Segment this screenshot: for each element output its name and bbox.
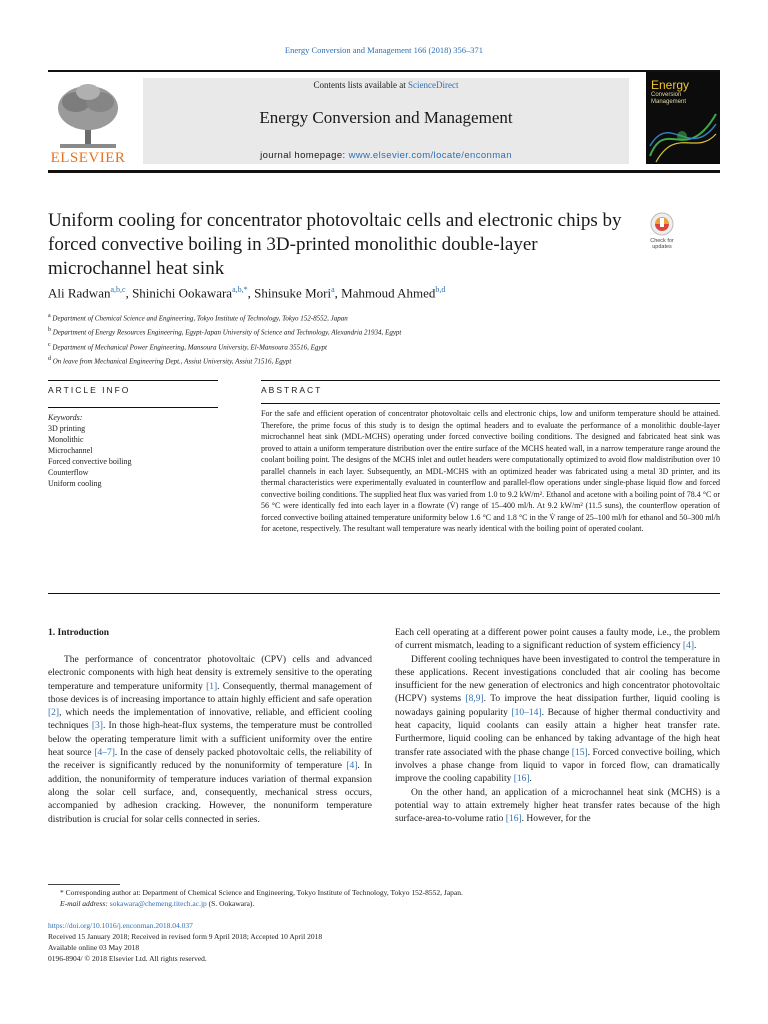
copyright: 0196-8904/ © 2018 Elsevier Ltd. All rights reserved. xyxy=(48,954,207,963)
publisher-logo-text: ELSEVIER xyxy=(50,150,126,166)
corresponding-author-note: * Corresponding author at: Department of Chemical Science and Engineering, Tokyo Institute of Technology, Tokyo 152-8552, Japan. xyxy=(60,888,463,897)
keywords-block xyxy=(48,412,218,489)
keyword-item: Counterflow xyxy=(48,468,89,477)
keyword-item: 3D printing xyxy=(48,424,86,433)
affiliation-text: Department of Mechanical Power Engineering, Mansoura University, El-Mansoura 35516, Egypt xyxy=(52,342,327,351)
paragraph-text: . xyxy=(529,774,532,785)
paragraph-text: . xyxy=(693,641,697,652)
paragraph-text: , which needs the implementation of innovative, reliable, and efficient cooling techniques xyxy=(48,708,372,732)
journal-banner xyxy=(143,78,629,164)
author-separator: , xyxy=(247,285,255,301)
reference-link[interactable]: [2] xyxy=(48,708,60,719)
sciencedirect-link[interactable]: ScienceDirect xyxy=(408,80,459,90)
keyword-item: Monolithic xyxy=(48,435,84,444)
reference-link[interactable]: [4] xyxy=(346,761,358,772)
abstract-bottom-rule xyxy=(48,593,720,594)
paragraph-text: The performance of concentrator photovoltaic (CPV) cells and advanced electronic components with high heat density is extremely sensitive to the operating temperature and temperature uniformity xyxy=(48,655,372,692)
keywords-list xyxy=(48,423,218,489)
author-name[interactable]: Shinichi Ookawara xyxy=(132,285,233,301)
paragraph-text: . However, for the xyxy=(521,814,591,825)
reference-link[interactable]: [15] xyxy=(571,747,588,758)
author-affiliation-marks[interactable]: a,b,c xyxy=(110,285,126,294)
abstract-heading: ABSTRACT xyxy=(261,385,323,395)
paragraph-text: Each cell operating at a different power point causes a faulty mode, i.e., the problem of current mismatch, leading to a significant reduction of system efficiency xyxy=(395,628,720,652)
footnotes xyxy=(48,887,720,909)
paragraph-text: . In those high-heat-flux systems, the temperature must be controlled below the operating temperature limit with a sufficient uniformity over the entire heat source xyxy=(48,721,372,759)
paragraph-text: . Because of higher thermal conductivity and heat capacity, liquid coolants can easily attain a higher heat transfer rate. Furthermore, liquid cooling can be enhanced by taking advantage of the high heat transfer rate associated with the phase change xyxy=(395,707,720,758)
homepage-line xyxy=(143,150,629,161)
affiliation-item xyxy=(48,353,401,367)
affiliation-mark: a xyxy=(48,313,51,319)
journal-title: Energy Conversion and Management xyxy=(259,108,513,127)
keyword-item: Microchannel xyxy=(48,446,93,455)
abstract-top-rule xyxy=(261,380,720,381)
cover-art xyxy=(646,106,720,164)
intro-paragraph-1-cont xyxy=(395,627,720,654)
author-name[interactable]: Ali Radwan xyxy=(48,285,111,301)
keyword-item: Uniform cooling xyxy=(48,479,102,488)
reference-link[interactable]: [4–7] xyxy=(94,748,115,759)
reference-link[interactable]: [3] xyxy=(91,721,103,732)
intro-heading: 1. Introduction xyxy=(48,628,110,638)
reference-link[interactable]: [16] xyxy=(505,814,522,825)
author-name[interactable]: Shinsuke Mori xyxy=(254,285,332,301)
homepage-link[interactable]: www.elsevier.com/locate/enconman xyxy=(348,150,512,161)
journal-citation[interactable]: Energy Conversion and Management 166 (2018) 356–371 xyxy=(284,45,484,55)
header-top-rule xyxy=(48,70,720,72)
intro-paragraph-2 xyxy=(395,654,720,787)
author-affiliation-marks[interactable]: a,b,* xyxy=(232,285,248,294)
paragraph-text: . Forced convective boiling, which involves a phase change from liquid to vapor in forced flow, can dramatically improve the cooling capability xyxy=(395,747,720,785)
email-link[interactable]: sokawara@chemeng.titech.ac.jp xyxy=(109,899,207,908)
footnote-rule xyxy=(48,884,120,885)
article-history xyxy=(48,920,720,964)
affiliation-mark: c xyxy=(48,341,51,348)
keyword-item: Forced convective boiling xyxy=(48,457,132,466)
cover-subtitle-line-2: Management xyxy=(651,98,687,105)
cover-subtitle xyxy=(651,92,686,105)
paragraph-text: . In the case of densely packed photovoltaic cells, the reliability of the receiver is significantly reduced by the nonuniformity of temperature xyxy=(48,748,372,772)
paragraph-text: . To improve the heat dissipation further, liquid cooling is nowadays gaining popularity xyxy=(395,694,720,718)
reference-link[interactable]: [16] xyxy=(513,774,530,785)
keywords-label: Keywords: xyxy=(48,413,83,422)
check-for-updates-line-1: Check for xyxy=(650,238,674,244)
email-line xyxy=(48,898,720,909)
affiliation-text: Department of Energy Resources Engineering, Egypt-Japan University of Science and Technology, Alexandria 21934, Egypt xyxy=(52,328,402,337)
contents-prefix: Contents lists available at xyxy=(313,80,408,90)
paragraph-text: . Consequently, thermal management of those devices is of increasing importance to attain highly efficient and safe operation xyxy=(48,681,372,705)
contents-line xyxy=(143,80,629,90)
reference-link[interactable]: [1] xyxy=(206,681,218,692)
cover-subtitle-line-1: Conversion xyxy=(651,92,682,98)
author-affiliation-marks[interactable]: b,d xyxy=(435,285,446,294)
reference-link[interactable]: [8,9] xyxy=(465,694,484,705)
affiliation-item xyxy=(48,339,401,353)
article-info-rule xyxy=(48,407,218,408)
affiliation-item xyxy=(48,324,401,338)
author-list xyxy=(48,285,445,301)
check-for-updates-badge[interactable] xyxy=(644,212,680,250)
check-for-updates-line-2: updates xyxy=(652,244,672,250)
homepage-prefix: journal homepage: xyxy=(260,150,349,161)
email-suffix: (S. Ookawara). xyxy=(206,899,255,908)
article-info-top-rule xyxy=(48,380,218,381)
doi-link[interactable]: https://doi.org/10.1016/j.enconman.2018.04.037 xyxy=(48,921,193,930)
affiliation-text: On leave from Mechanical Engineering Dept., Assiut University, Assiut 71516, Egypt xyxy=(52,357,292,366)
affiliation-list xyxy=(48,310,401,367)
author-separator: , xyxy=(125,285,133,301)
reference-link[interactable]: [10–14] xyxy=(511,707,542,718)
check-for-updates-icon xyxy=(650,212,674,236)
author-affiliation-marks[interactable]: a xyxy=(331,285,335,294)
abstract-text: For the safe and efficient operation of concentrator photovoltaic cells and electronic chips, low and uniform temperature should be attained. Therefore, the prime focus of this study is to design the optimal headers and to evaluate the performance of a monolithic double-layer microchannel heat sink (MDL-MCHS) operating under forced convective boiling conditions. The designed and fabricated heat sink was proved to attain a uniform temperature distribution over the entire surface of the MCHS heated wall, in a narrow temperature range around the coolant boiling point. The designs of the MCHS inlet and outlet headers were computationally optimized to avoid flow maldistribution over 10 parallel channels in each layer. Subsequently, an MDL-MCHS with an optimized header was fabricated using a metal 3D printer, and its thermal characteristics were experimentally evaluated in counterflow and parallel-flow operations under single-phase liquid flow and forced convective boiling conditions. The supplied heat flux was varied from 1.0 to 9.2 kW/m². Ethanol and acetone with a boiling point of 78.4 °C or 56 °C were identically fed into each layer in a flowrate (V̇) range of 15–400 ml/h. At 9.2 kW/m² (11.5 suns), the counterflow operation of forced convective boiling attained temperature uniformity below 1.6 °C and 1.8 °C in the V̇ range of 25–100 ml/h for ethanol and 50–300 ml/h for acetone, respectively. The resultant wall temperature was nearly identical with the boiling point of operated coolant. xyxy=(261,409,720,533)
author-name[interactable]: Mahmoud Ahmed xyxy=(341,285,436,301)
abstract-rule xyxy=(261,403,720,404)
intro-right-column xyxy=(395,627,720,826)
article-title: Uniform cooling for concentrator photovoltaic cells and electronic chips by forced convective boiling in 3D-printed monolithic double-layer microchannel heat sink xyxy=(48,210,622,279)
paragraph-text: . In addition, the nonuniformity of temperature induces variation of thermal expansion along the solar cell surface, and, consequently, mechanical stress occurs, accompanied by adhesion cracking. However, the nonuniform temperature distribution is crucial for solar cells connected in series. xyxy=(48,761,372,825)
affiliation-mark: d xyxy=(48,355,51,362)
intro-left-column xyxy=(48,654,372,827)
email-label: E-mail address: xyxy=(60,899,108,908)
affiliation-item xyxy=(48,310,401,324)
author-separator: , xyxy=(334,285,342,301)
affiliation-text: Department of Chemical Science and Engineering, Tokyo Institute of Technology, Tokyo 152-8552, Japan xyxy=(52,314,348,323)
available-online: Available online 03 May 2018 xyxy=(48,943,140,952)
affiliation-mark: b xyxy=(48,327,51,334)
journal-cover-image[interactable] xyxy=(646,72,720,164)
paragraph-text: Different cooling techniques have been investigated to control the temperature in these applications. Recent investigations concluded that air cooling has become insufficient for the new generation of electronics and high concentrator photovoltaic (HCPV) systems xyxy=(395,654,720,705)
intro-paragraph-3 xyxy=(395,787,720,827)
header-bottom-rule xyxy=(48,170,720,173)
intro-paragraph-1 xyxy=(48,654,372,827)
reference-link[interactable]: [4] xyxy=(682,641,694,652)
received-dates: Received 15 January 2018; Received in revised form 9 April 2018; Accepted 10 April 2018 xyxy=(48,932,323,941)
cover-title: Energy xyxy=(651,78,690,92)
paragraph-text: On the other hand, an application of a microchannel heat sink (MCHS) is a potential way to attain extremely higher heat transfer rates because of the high surface-area-to-volume ratio xyxy=(395,787,720,825)
article-info-heading: ARTICLE INFO xyxy=(48,385,131,395)
